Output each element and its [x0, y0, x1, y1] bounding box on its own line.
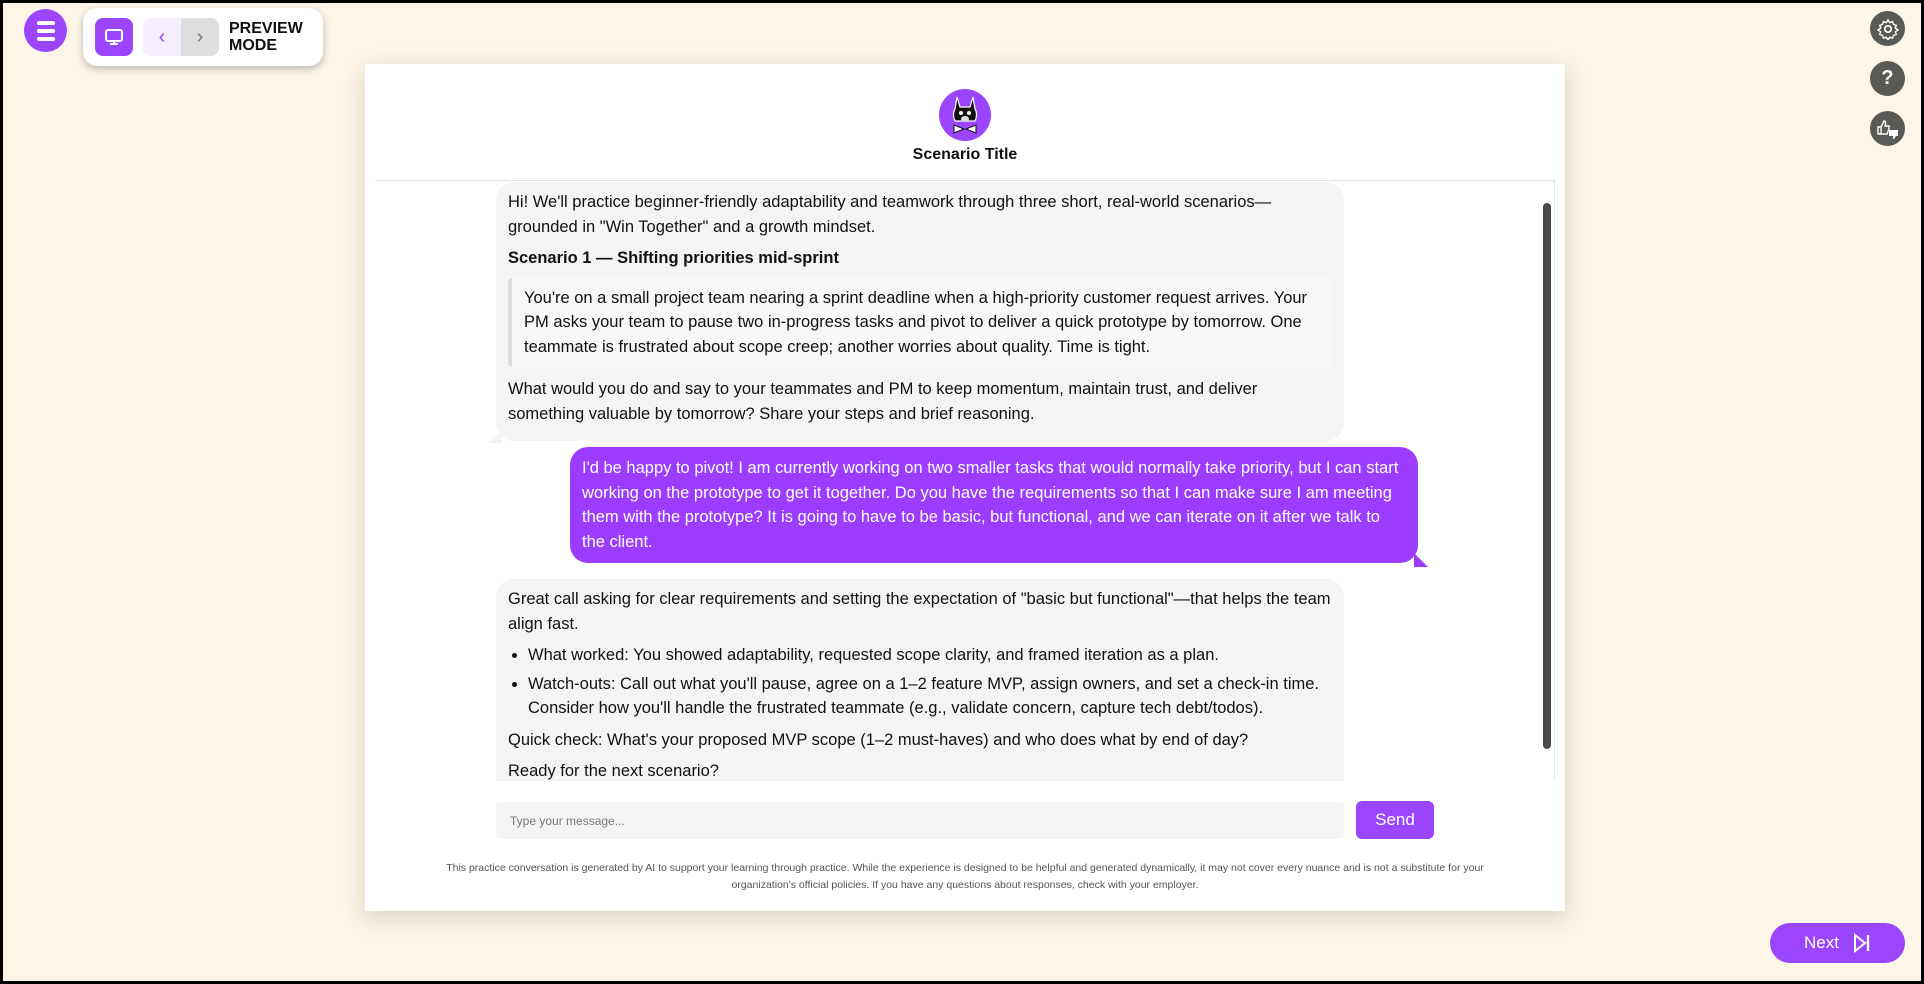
message-text: Quick check: What's your proposed MVP scope (1–2 must-haves) and who does what by end of day? [508, 730, 1249, 749]
gear-icon [1877, 18, 1899, 40]
feedback-bullet: • Watch-outs: Call out what you'll pause, agree on a 1–2 feature MVP, assign owners, and set a check-in time. Consider how you'll handle the frustrated teammate (e.g., validate concern, capture tech debt/todos). [528, 672, 1332, 721]
next-button[interactable] [1770, 923, 1905, 963]
help-button[interactable] [1870, 61, 1905, 96]
chat-card [365, 64, 1565, 911]
message-text: Great call asking for clear requirements and setting the expectation of "basic but functional"—that helps the team align fast. [508, 590, 1331, 633]
next-label: Next [1804, 933, 1839, 952]
user-message [570, 447, 1418, 563]
settings-button[interactable] [1870, 11, 1905, 46]
chat-scrollbar[interactable] [1543, 203, 1551, 749]
forward-button[interactable] [181, 18, 219, 56]
message-text: What would you do and say to your teammates and PM to keep momentum, maintain trust, and deliver something valuable by tomorrow? Share your steps and brief reasoning. [508, 380, 1258, 423]
message-text: Hi! We'll practice beginner-friendly adaptability and teamwork through three short, real-world scenarios—grounded in "Win Together" and a growth mindset. [508, 193, 1272, 236]
feedback-bullet: • What worked: You showed adaptability, requested scope clarity, and framed iteration as a plan. [528, 643, 1332, 668]
thumbs-feedback-icon [1876, 118, 1900, 140]
bot-message [496, 182, 1344, 441]
scenario-title: Scenario Title [912, 146, 1018, 163]
help-icon: ? [1881, 67, 1894, 89]
llama-avatar [939, 89, 991, 141]
chevron-right-icon: › [196, 25, 204, 48]
chat-log[interactable] [375, 181, 1555, 781]
scenario-quote: You're on a small project team nearing a sprint deadline when a high-priority customer request arrives. Your PM asks your team to pause two in-progress tasks and pivot to deliver a quick prototype by tomorrow. One teammate is frustrated about scope creep; another worries about quality. Time is tight. [508, 278, 1332, 368]
skip-next-icon [1853, 933, 1871, 953]
preview-device-button[interactable] [95, 18, 133, 56]
preview-mode-label: PREVIEW MODE [229, 20, 303, 54]
menu-button[interactable] [24, 9, 67, 52]
monitor-icon [104, 27, 124, 47]
message-input[interactable] [496, 802, 1344, 839]
message-text: I'd be happy to pivot! I am currently working on two smaller tasks that would normally take priority, but I can start working on the prototype to get it together. Do you have the requirements so that I can make sure I am meeting them with the prototype? It is going to have to be basic, but functional, and we can iterate on it after we talk to the client. [582, 459, 1399, 551]
scenario-heading: Scenario 1 — Shifting priorities mid-sprint [508, 249, 839, 267]
menu-icon [37, 21, 55, 25]
ai-disclaimer: This practice conversation is generated by AI to support your learning through practice. While the experience is designed to be helpful and generated dynamically, it may not cover every nuance and is not a substitute for your organization's official policies. If you have any questions about responses, check with your employer. [446, 862, 1484, 891]
bot-message [496, 579, 1344, 781]
chevron-left-icon: ‹ [158, 25, 166, 48]
preview-toolbar [83, 8, 323, 66]
send-button[interactable]: Send [1356, 801, 1434, 839]
previous-button[interactable] [143, 18, 181, 56]
message-text: Ready for the next scenario? [508, 762, 719, 780]
feedback-button[interactable] [1870, 111, 1905, 146]
